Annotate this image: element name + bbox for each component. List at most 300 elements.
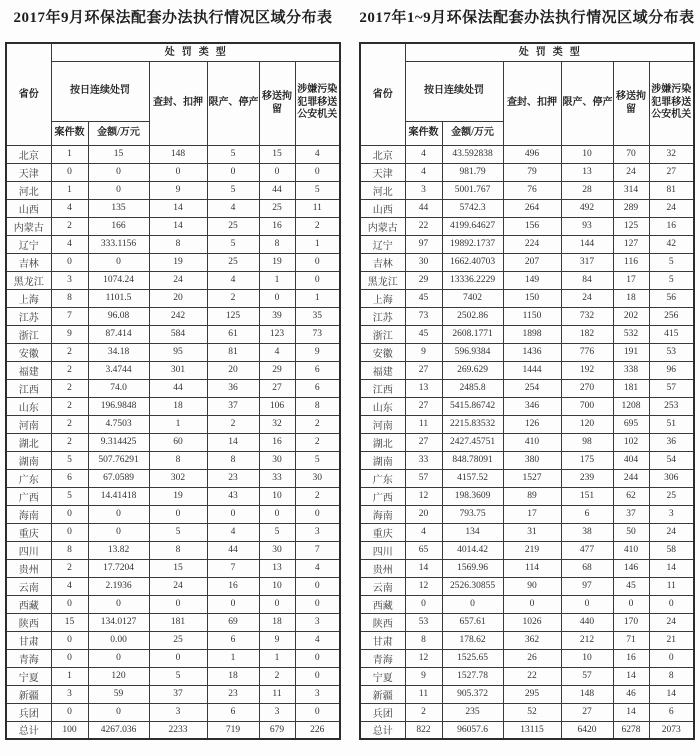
value-cell: 0 [207, 163, 259, 181]
province-cell: 兵团 [6, 703, 51, 721]
value-cell: 5 [295, 181, 340, 199]
table-row [6, 361, 340, 379]
value-cell: 226 [295, 721, 340, 739]
value-cell: 1 [149, 415, 207, 433]
value-cell: 25 [149, 631, 207, 649]
table-row [6, 595, 340, 613]
table-row [6, 325, 340, 343]
value-cell: 0 [503, 595, 561, 613]
value-cell: 346 [503, 397, 561, 415]
value-cell: 148 [561, 685, 613, 703]
header-case-count: 案件数 [51, 121, 88, 145]
value-cell: 10 [259, 487, 295, 505]
value-cell: 102 [613, 433, 649, 451]
value-cell: 0 [295, 271, 340, 289]
value-cell: 9.314425 [88, 433, 149, 451]
value-cell: 0 [88, 523, 149, 541]
province-cell: 兵团 [360, 703, 405, 721]
value-cell: 59 [88, 685, 149, 703]
value-cell: 0 [51, 505, 88, 523]
value-cell: 27 [649, 163, 694, 181]
value-cell: 30 [259, 451, 295, 469]
value-cell: 126 [503, 415, 561, 433]
value-cell: 0 [88, 595, 149, 613]
value-cell: 6 [295, 361, 340, 379]
value-cell: 15 [51, 613, 88, 631]
province-cell: 黑龙江 [6, 271, 51, 289]
province-cell: 青海 [360, 649, 405, 667]
table-row [360, 163, 694, 181]
value-cell: 24 [649, 199, 694, 217]
value-cell: 175 [561, 451, 613, 469]
header-daily-penalty: 按日连续处罚 [51, 61, 149, 121]
table-row [360, 325, 694, 343]
value-cell: 12 [405, 577, 442, 595]
value-cell: 116 [613, 253, 649, 271]
value-cell: 8 [149, 235, 207, 253]
value-cell: 981.79 [442, 163, 503, 181]
value-cell: 96.08 [88, 307, 149, 325]
value-cell: 2 [259, 667, 295, 685]
value-cell: 0 [207, 595, 259, 613]
value-cell: 719 [207, 721, 259, 739]
value-cell: 1 [51, 145, 88, 163]
header-criminal-transfer: 涉嫌污染犯罪移送公安机关 [649, 61, 694, 145]
value-cell: 0 [51, 649, 88, 667]
value-cell: 0 [149, 163, 207, 181]
value-cell: 15 [259, 145, 295, 163]
value-cell: 1898 [503, 325, 561, 343]
value-cell: 178.62 [442, 631, 503, 649]
value-cell: 114 [503, 559, 561, 577]
value-cell: 192 [561, 361, 613, 379]
value-cell: 2 [295, 487, 340, 505]
value-cell: 14 [613, 667, 649, 685]
table-row [6, 469, 340, 487]
header-production-limit: 限产、停产 [561, 61, 613, 145]
value-cell: 0 [51, 163, 88, 181]
value-cell: 19892.1737 [442, 235, 503, 253]
value-cell: 81 [649, 181, 694, 199]
province-cell: 山西 [6, 199, 51, 217]
province-cell: 安徽 [360, 343, 405, 361]
value-cell: 35 [295, 307, 340, 325]
value-cell: 2608.1771 [442, 325, 503, 343]
value-cell: 477 [561, 541, 613, 559]
value-cell: 46 [613, 685, 649, 703]
value-cell: 1 [259, 271, 295, 289]
value-cell: 61 [207, 325, 259, 343]
value-cell: 8 [149, 451, 207, 469]
province-cell: 内蒙古 [6, 217, 51, 235]
value-cell: 905.372 [442, 685, 503, 703]
value-cell: 191 [613, 343, 649, 361]
province-cell: 西藏 [6, 595, 51, 613]
province-cell: 河北 [6, 181, 51, 199]
value-cell: 4 [405, 523, 442, 541]
table-row [6, 163, 340, 181]
header-province: 省份 [360, 43, 405, 145]
value-cell: 2 [51, 217, 88, 235]
value-cell: 5 [51, 451, 88, 469]
value-cell: 0 [88, 163, 149, 181]
value-cell: 57 [649, 379, 694, 397]
value-cell: 6 [561, 505, 613, 523]
province-cell: 湖北 [6, 433, 51, 451]
province-cell: 福建 [6, 361, 51, 379]
table-row [360, 505, 694, 523]
value-cell: 695 [613, 415, 649, 433]
value-cell: 264 [503, 199, 561, 217]
value-cell: 1150 [503, 307, 561, 325]
value-cell: 22 [503, 667, 561, 685]
value-cell: 16 [613, 649, 649, 667]
value-cell: 196.9848 [88, 397, 149, 415]
table-row [6, 577, 340, 595]
value-cell: 0 [88, 505, 149, 523]
value-cell: 14 [405, 559, 442, 577]
value-cell: 13 [259, 559, 295, 577]
value-cell: 6 [295, 379, 340, 397]
value-cell: 150 [503, 289, 561, 307]
value-cell: 146 [613, 559, 649, 577]
value-cell: 15 [88, 145, 149, 163]
value-cell: 2 [51, 433, 88, 451]
value-cell: 98 [561, 433, 613, 451]
value-cell: 17 [613, 271, 649, 289]
table-title-september: 2017年9月环保法配套办法执行情况区域分布表 [13, 10, 333, 26]
value-cell: 256 [649, 307, 694, 325]
value-cell: 56 [649, 289, 694, 307]
province-cell: 山西 [360, 199, 405, 217]
table-row [360, 523, 694, 541]
value-cell: 96057.6 [442, 721, 503, 739]
value-cell: 123 [259, 325, 295, 343]
value-cell: 15 [149, 559, 207, 577]
value-cell: 125 [613, 217, 649, 235]
value-cell: 14 [649, 559, 694, 577]
value-cell: 0 [88, 181, 149, 199]
table-row [6, 433, 340, 451]
table-row [6, 613, 340, 631]
value-cell: 60 [149, 433, 207, 451]
value-cell: 302 [149, 469, 207, 487]
value-cell: 22 [405, 217, 442, 235]
value-cell: 14 [149, 199, 207, 217]
value-cell: 596.9384 [442, 343, 503, 361]
value-cell: 0 [88, 253, 149, 271]
total-row [6, 721, 340, 739]
value-cell: 13 [405, 379, 442, 397]
value-cell: 27 [405, 433, 442, 451]
value-cell: 1569.96 [442, 559, 503, 577]
value-cell: 42 [649, 235, 694, 253]
province-cell: 广东 [360, 469, 405, 487]
table-row [360, 649, 694, 667]
value-cell: 3 [649, 505, 694, 523]
value-cell: 4 [295, 145, 340, 163]
header-penalty-type: 处罚类型 [405, 43, 694, 61]
table-row [360, 631, 694, 649]
value-cell: 0 [295, 703, 340, 721]
value-cell: 2 [295, 415, 340, 433]
table-row [360, 685, 694, 703]
value-cell: 3 [295, 523, 340, 541]
table-row [360, 487, 694, 505]
value-cell: 9 [149, 181, 207, 199]
table-row [360, 217, 694, 235]
value-cell: 0 [88, 649, 149, 667]
value-cell: 54 [649, 451, 694, 469]
value-cell: 14 [613, 703, 649, 721]
value-cell: 1101.5 [88, 289, 149, 307]
header-detention: 移送拘留 [613, 61, 649, 145]
value-cell: 7 [207, 559, 259, 577]
province-cell: 山东 [6, 397, 51, 415]
value-cell: 18 [259, 613, 295, 631]
value-cell: 0 [613, 595, 649, 613]
value-cell: 81 [207, 343, 259, 361]
value-cell: 1444 [503, 361, 561, 379]
value-cell: 2 [51, 559, 88, 577]
value-cell: 2215.83532 [442, 415, 503, 433]
value-cell: 224 [503, 235, 561, 253]
value-cell: 58 [649, 541, 694, 559]
value-cell: 5 [149, 523, 207, 541]
value-cell: 87.414 [88, 325, 149, 343]
value-cell: 37 [207, 397, 259, 415]
value-cell: 44 [149, 379, 207, 397]
value-cell: 679 [259, 721, 295, 739]
value-cell: 2 [51, 379, 88, 397]
value-cell: 18 [207, 667, 259, 685]
value-cell: 2 [51, 397, 88, 415]
value-cell: 151 [561, 487, 613, 505]
value-cell: 45 [613, 577, 649, 595]
value-cell: 410 [613, 541, 649, 559]
province-cell: 新疆 [360, 685, 405, 703]
value-cell: 13336.2229 [442, 271, 503, 289]
value-cell: 93 [561, 217, 613, 235]
value-cell: 0 [295, 505, 340, 523]
value-cell: 16 [259, 433, 295, 451]
table-row [360, 559, 694, 577]
value-cell: 822 [405, 721, 442, 739]
value-cell: 2 [295, 217, 340, 235]
province-cell: 江西 [6, 379, 51, 397]
value-cell: 6420 [561, 721, 613, 739]
table-row [6, 181, 340, 199]
value-cell: 17 [503, 505, 561, 523]
value-cell: 2 [405, 703, 442, 721]
value-cell: 289 [613, 199, 649, 217]
province-cell: 江苏 [360, 307, 405, 325]
province-cell: 河南 [6, 415, 51, 433]
value-cell: 0 [51, 595, 88, 613]
value-cell: 3 [405, 181, 442, 199]
value-cell: 73 [295, 325, 340, 343]
value-cell: 5001.767 [442, 181, 503, 199]
value-cell: 96 [649, 361, 694, 379]
value-cell: 3 [295, 613, 340, 631]
value-cell: 2502.86 [442, 307, 503, 325]
value-cell: 2526.30855 [442, 577, 503, 595]
value-cell: 0 [259, 595, 295, 613]
value-cell: 3 [259, 703, 295, 721]
value-cell: 50 [613, 523, 649, 541]
value-cell: 97 [561, 577, 613, 595]
value-cell: 135 [88, 199, 149, 217]
value-cell: 11 [405, 415, 442, 433]
value-cell: 2 [295, 433, 340, 451]
table-row [360, 397, 694, 415]
value-cell: 34.18 [88, 343, 149, 361]
value-cell: 507.76291 [88, 451, 149, 469]
province-cell: 江苏 [6, 307, 51, 325]
header-daily-penalty: 按日连续处罚 [405, 61, 503, 121]
value-cell: 134 [442, 523, 503, 541]
value-cell: 12 [405, 649, 442, 667]
value-cell: 0 [259, 289, 295, 307]
value-cell: 2 [207, 289, 259, 307]
value-cell: 97 [405, 235, 442, 253]
table-header [6, 43, 340, 145]
province-cell: 贵州 [6, 559, 51, 577]
value-cell: 14 [207, 433, 259, 451]
value-cell: 26 [503, 649, 561, 667]
table-row [360, 379, 694, 397]
value-cell: 23 [207, 469, 259, 487]
value-cell: 700 [561, 397, 613, 415]
province-cell: 吉林 [360, 253, 405, 271]
province-cell: 广西 [360, 487, 405, 505]
province-cell: 福建 [360, 361, 405, 379]
value-cell: 17.7204 [88, 559, 149, 577]
value-cell: 10 [561, 649, 613, 667]
table-row [360, 181, 694, 199]
table-row [360, 433, 694, 451]
value-cell: 5 [649, 253, 694, 271]
value-cell: 8 [207, 451, 259, 469]
value-cell: 12 [405, 487, 442, 505]
value-cell: 57 [405, 469, 442, 487]
province-cell: 湖南 [6, 451, 51, 469]
value-cell: 11 [295, 199, 340, 217]
value-cell: 1026 [503, 613, 561, 631]
value-cell: 4 [51, 577, 88, 595]
value-cell: 0 [51, 523, 88, 541]
province-cell: 海南 [360, 505, 405, 523]
province-cell: 天津 [6, 163, 51, 181]
value-cell: 32 [649, 145, 694, 163]
value-cell: 13 [561, 163, 613, 181]
value-cell: 657.61 [442, 613, 503, 631]
table-body [360, 145, 694, 739]
value-cell: 14 [649, 685, 694, 703]
value-cell: 125 [207, 307, 259, 325]
province-cell: 青海 [6, 649, 51, 667]
value-cell: 4 [51, 199, 88, 217]
header-province: 省份 [6, 43, 51, 145]
value-cell: 100 [51, 721, 88, 739]
value-cell: 53 [405, 613, 442, 631]
value-cell: 4 [259, 343, 295, 361]
value-cell: 51 [649, 415, 694, 433]
table-row [360, 199, 694, 217]
value-cell: 301 [149, 361, 207, 379]
province-cell: 宁夏 [360, 667, 405, 685]
province-cell: 陕西 [360, 613, 405, 631]
value-cell: 1 [51, 667, 88, 685]
value-cell: 24 [561, 289, 613, 307]
value-cell: 23 [207, 685, 259, 703]
table-row [6, 487, 340, 505]
value-cell: 338 [613, 361, 649, 379]
value-cell: 1 [259, 649, 295, 667]
province-cell: 陕西 [6, 613, 51, 631]
value-cell: 166 [88, 217, 149, 235]
province-cell: 湖北 [360, 433, 405, 451]
province-cell: 广西 [6, 487, 51, 505]
value-cell: 33 [259, 469, 295, 487]
value-cell: 1525.65 [442, 649, 503, 667]
value-cell: 440 [561, 613, 613, 631]
value-cell: 4 [207, 523, 259, 541]
value-cell: 253 [649, 397, 694, 415]
value-cell: 11 [405, 685, 442, 703]
value-cell: 7 [295, 541, 340, 559]
province-cell: 甘肃 [6, 631, 51, 649]
value-cell: 2427.45751 [442, 433, 503, 451]
value-cell: 0 [259, 505, 295, 523]
value-cell: 182 [561, 325, 613, 343]
table-row [360, 307, 694, 325]
value-cell: 21 [649, 631, 694, 649]
table-row [360, 361, 694, 379]
value-cell: 776 [561, 343, 613, 361]
value-cell: 3 [51, 685, 88, 703]
value-cell: 0 [295, 577, 340, 595]
value-cell: 2 [51, 343, 88, 361]
value-cell: 0.00 [88, 631, 149, 649]
table-header [360, 43, 694, 145]
table-row [6, 397, 340, 415]
total-row [360, 721, 694, 739]
value-cell: 65 [405, 541, 442, 559]
value-cell: 44 [207, 541, 259, 559]
value-cell: 30 [295, 469, 340, 487]
table-row [360, 289, 694, 307]
province-cell: 浙江 [6, 325, 51, 343]
header-seizure: 查封、扣押 [149, 61, 207, 145]
value-cell: 4014.42 [442, 541, 503, 559]
value-cell: 181 [149, 613, 207, 631]
value-cell: 492 [561, 199, 613, 217]
value-cell: 29 [259, 361, 295, 379]
table-row [360, 613, 694, 631]
value-cell: 8 [51, 289, 88, 307]
value-cell: 270 [561, 379, 613, 397]
table-row [360, 577, 694, 595]
value-cell: 198.3609 [442, 487, 503, 505]
value-cell: 0 [259, 163, 295, 181]
value-cell: 219 [503, 541, 561, 559]
value-cell: 170 [613, 613, 649, 631]
value-cell: 5 [295, 451, 340, 469]
value-cell: 13.82 [88, 541, 149, 559]
value-cell: 43.592838 [442, 145, 503, 163]
province-cell: 江西 [360, 379, 405, 397]
